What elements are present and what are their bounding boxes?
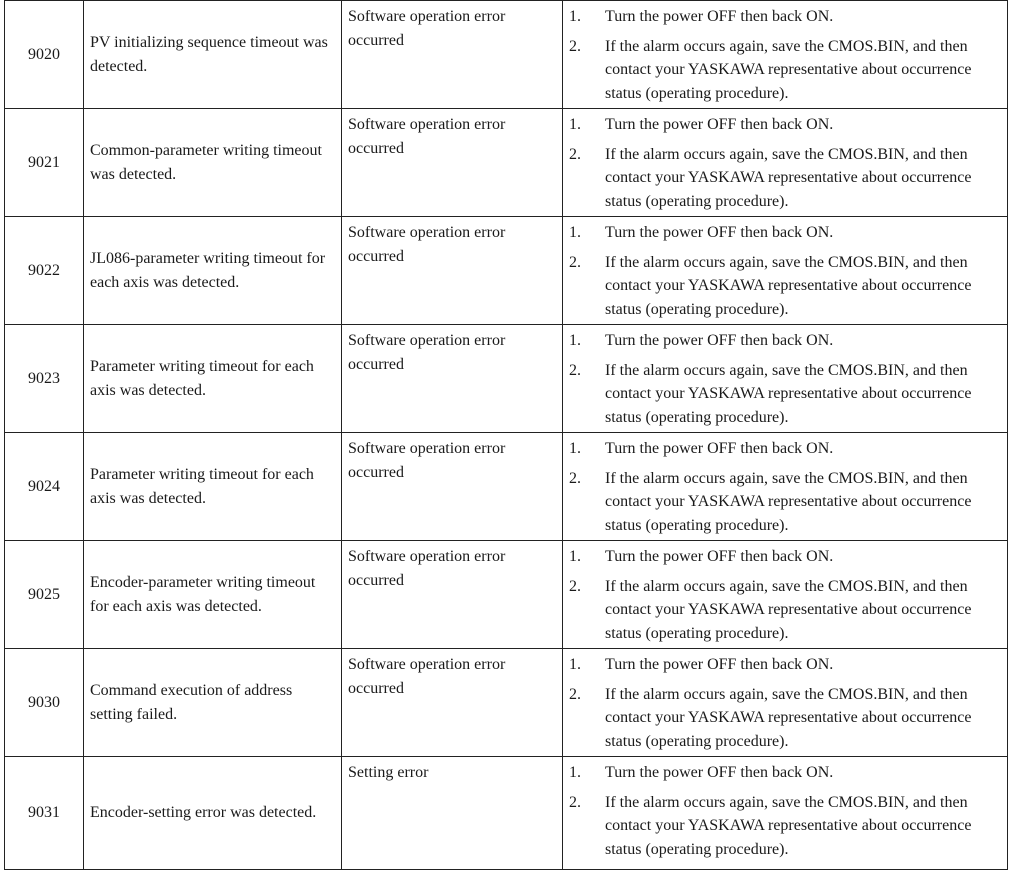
remedy-steps: [569, 761, 1001, 861]
remedy-step: [569, 437, 1001, 461]
alarm-cause: Software operation error occurred: [348, 332, 506, 373]
alarm-remedy-cell: [563, 325, 1008, 433]
alarm-description: Encoder-parameter writing timeout for each axis was detected.: [90, 574, 316, 615]
remedy-step-number: 2.: [569, 145, 581, 163]
alarm-cause: Software operation error occurred: [348, 116, 506, 157]
alarm-code: 9023: [28, 369, 60, 387]
alarm-remedy-cell: [563, 1, 1008, 109]
alarm-cause-cell: [342, 217, 563, 325]
remedy-step-number: 1.: [569, 548, 581, 565]
alarm-remedy-cell: [563, 217, 1008, 325]
remedy-step-number: 1.: [569, 764, 581, 781]
alarm-remedy-cell: [563, 649, 1008, 757]
alarm-cause-cell: [342, 109, 563, 217]
alarm-description-cell: [84, 433, 342, 541]
remedy-step: [569, 545, 1001, 569]
alarm-code: 9031: [28, 804, 60, 822]
alarm-remedy-cell: [563, 433, 1008, 541]
alarm-description-cell: [84, 325, 342, 433]
alarm-code: 9020: [28, 45, 60, 63]
remedy-step-text: Turn the power OFF then back ON.: [605, 548, 834, 565]
alarm-cause-cell: [342, 1, 563, 109]
alarm-code-cell: [5, 649, 84, 757]
remedy-step-number: 1.: [569, 440, 581, 457]
alarm-cause-cell: [342, 541, 563, 649]
remedy-step-text: Turn the power OFF then back ON.: [605, 8, 834, 25]
alarm-row: [5, 1, 1008, 109]
remedy-step-text: If the alarm occurs again, save the CMOS.BIN, and then contact your YASKAWA representative about occurrence status (operating procedure).: [605, 469, 972, 534]
remedy-step: [569, 683, 1001, 754]
remedy-step-text: Turn the power OFF then back ON.: [605, 116, 834, 133]
alarm-row: [5, 325, 1008, 433]
remedy-step-number: 2.: [569, 253, 581, 271]
alarm-cause: Software operation error occurred: [348, 548, 506, 589]
alarm-description: PV initializing sequence timeout was detected.: [90, 34, 328, 75]
alarm-code: 9022: [28, 261, 60, 279]
remedy-step-number: 1.: [569, 332, 581, 349]
alarm-cause: Software operation error occurred: [348, 224, 506, 265]
remedy-step-text: If the alarm occurs again, save the CMOS.BIN, and then contact your YASKAWA representative about occurrence status (operating procedure).: [605, 793, 972, 858]
alarm-description-cell: [84, 109, 342, 217]
alarm-cause-cell: [342, 649, 563, 757]
alarm-description-cell: [84, 1, 342, 109]
alarm-table-body: [5, 1, 1008, 870]
remedy-step-text: Turn the power OFF then back ON.: [605, 656, 834, 673]
remedy-steps: [569, 221, 1001, 321]
alarm-code-cell: [5, 325, 84, 433]
remedy-step-text: If the alarm occurs again, save the CMOS.BIN, and then contact your YASKAWA representative about occurrence status (operating procedure).: [605, 361, 972, 426]
remedy-step: [569, 575, 1001, 646]
alarm-description: Command execution of address setting failed.: [90, 682, 293, 723]
remedy-step-number: 1.: [569, 656, 581, 673]
remedy-step: [569, 113, 1001, 137]
remedy-step-text: If the alarm occurs again, save the CMOS.BIN, and then contact your YASKAWA representative about occurrence status (operating procedure).: [605, 577, 972, 642]
alarm-description: Parameter writing timeout for each axis was detected.: [90, 466, 314, 507]
remedy-step-number: 2.: [569, 793, 581, 811]
alarm-cause-cell: [342, 433, 563, 541]
alarm-remedy-cell: [563, 757, 1008, 870]
remedy-step: [569, 143, 1001, 214]
remedy-step-number: 2.: [569, 685, 581, 703]
alarm-code-cell: [5, 757, 84, 870]
alarm-code: 9024: [28, 477, 60, 495]
remedy-steps: [569, 437, 1001, 537]
alarm-description: Encoder-setting error was detected.: [90, 804, 317, 822]
alarm-row: [5, 433, 1008, 541]
remedy-step: [569, 359, 1001, 430]
remedy-step: [569, 5, 1001, 29]
remedy-step: [569, 467, 1001, 538]
alarm-description: JL086-parameter writing timeout for each axis was detected.: [90, 250, 326, 291]
remedy-step-number: 2.: [569, 37, 581, 55]
remedy-step-number: 2.: [569, 361, 581, 379]
remedy-step-number: 2.: [569, 469, 581, 487]
alarm-remedy-cell: [563, 541, 1008, 649]
remedy-step: [569, 329, 1001, 353]
remedy-step-text: If the alarm occurs again, save the CMOS.BIN, and then contact your YASKAWA representative about occurrence status (operating procedure).: [605, 253, 972, 318]
alarm-row: [5, 217, 1008, 325]
alarm-row: [5, 649, 1008, 757]
remedy-step-number: 1.: [569, 116, 581, 133]
alarm-code: 9021: [28, 153, 60, 171]
alarm-code-cell: [5, 109, 84, 217]
remedy-step-number: 1.: [569, 224, 581, 241]
remedy-steps: [569, 329, 1001, 429]
remedy-step: [569, 35, 1001, 106]
alarm-remedy-cell: [563, 109, 1008, 217]
alarm-row: [5, 541, 1008, 649]
alarm-cause: Software operation error occurred: [348, 8, 506, 49]
alarm-cause-cell: [342, 325, 563, 433]
remedy-step: [569, 653, 1001, 677]
alarm-code-cell: [5, 217, 84, 325]
remedy-steps: [569, 5, 1001, 105]
remedy-step-number: 1.: [569, 8, 581, 25]
remedy-step-text: If the alarm occurs again, save the CMOS.BIN, and then contact your YASKAWA representative about occurrence status (operating procedure).: [605, 685, 972, 750]
alarm-description-cell: [84, 649, 342, 757]
remedy-step-text: If the alarm occurs again, save the CMOS.BIN, and then contact your YASKAWA representative about occurrence status (operating procedure).: [605, 37, 972, 102]
remedy-step-number: 2.: [569, 577, 581, 595]
alarm-code: 9030: [28, 693, 60, 711]
remedy-step-text: Turn the power OFF then back ON.: [605, 332, 834, 349]
remedy-step: [569, 251, 1001, 322]
remedy-step: [569, 761, 1001, 785]
alarm-code: 9025: [28, 585, 60, 603]
remedy-step: [569, 221, 1001, 245]
remedy-steps: [569, 653, 1001, 753]
remedy-step-text: Turn the power OFF then back ON.: [605, 764, 834, 781]
alarm-description-cell: [84, 757, 342, 870]
alarm-description-cell: [84, 541, 342, 649]
alarm-description: Parameter writing timeout for each axis was detected.: [90, 358, 314, 399]
remedy-steps: [569, 113, 1001, 213]
alarm-cause-cell: [342, 757, 563, 870]
alarm-code-cell: [5, 1, 84, 109]
remedy-step: [569, 791, 1001, 862]
alarm-code-cell: [5, 541, 84, 649]
remedy-step-text: Turn the power OFF then back ON.: [605, 440, 834, 457]
remedy-step-text: Turn the power OFF then back ON.: [605, 224, 834, 241]
alarm-cause: Software operation error occurred: [348, 440, 506, 481]
remedy-step-text: If the alarm occurs again, save the CMOS.BIN, and then contact your YASKAWA representative about occurrence status (operating procedure).: [605, 145, 972, 210]
alarm-table: [4, 0, 1008, 870]
remedy-steps: [569, 545, 1001, 645]
alarm-cause: Setting error: [348, 764, 429, 781]
alarm-description: Common-parameter writing timeout was detected.: [90, 142, 322, 183]
alarm-description-cell: [84, 217, 342, 325]
alarm-cause: Software operation error occurred: [348, 656, 506, 697]
alarm-row: [5, 109, 1008, 217]
alarm-code-cell: [5, 433, 84, 541]
alarm-row: [5, 757, 1008, 870]
